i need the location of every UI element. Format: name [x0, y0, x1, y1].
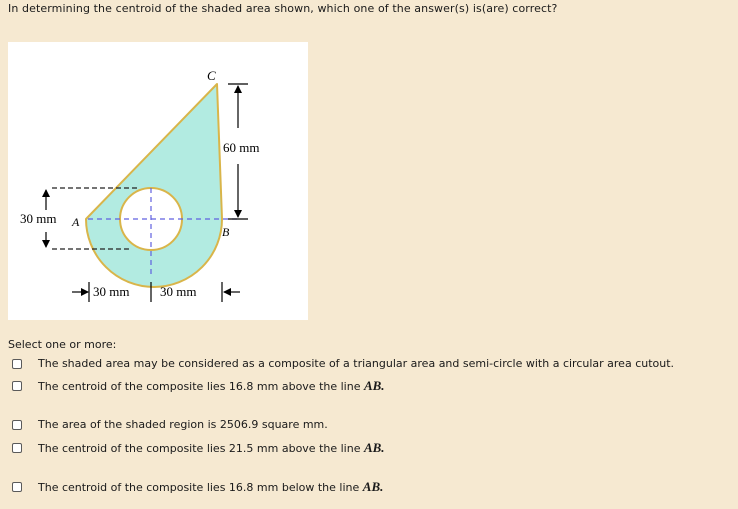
option-2-label	[38, 378, 385, 394]
option-5[interactable]	[12, 479, 383, 495]
option-3-label: The area of the shaded region is 2506.9 square mm.	[38, 418, 328, 431]
label-a: A	[72, 215, 80, 229]
option-2-checkbox[interactable]	[12, 381, 22, 391]
dim-60-label: 60 mm	[223, 140, 260, 155]
option-5-checkbox[interactable]	[12, 482, 22, 492]
option-1-checkbox[interactable]	[12, 359, 22, 369]
question-text: In determining the centroid of the shaded area shown, which one of the answer(s) is(are) correct?	[8, 2, 558, 15]
option-2-text: The centroid of the composite lies 16.8 mm above the line	[38, 380, 364, 393]
option-4[interactable]	[12, 440, 385, 456]
option-2[interactable]	[12, 378, 385, 394]
option-2-math: AB.	[363, 378, 385, 393]
centroid-figure	[8, 42, 308, 320]
option-4-text: The centroid of the composite lies 21.5 mm above the line	[38, 442, 364, 455]
shaded-area	[86, 84, 222, 287]
label-c: C	[207, 68, 216, 83]
dim-30-left-label: 30 mm	[20, 211, 57, 226]
option-4-checkbox[interactable]	[12, 443, 22, 453]
option-5-text: The centroid of the composite lies 16.8 mm below the line	[38, 481, 363, 494]
option-1[interactable]	[12, 357, 674, 370]
option-3[interactable]	[12, 418, 328, 431]
figure-drawing	[8, 42, 308, 320]
option-4-label	[38, 440, 385, 456]
dim-30-bottom-right-label: 30 mm	[160, 284, 197, 299]
option-4-math: AB.	[363, 440, 385, 455]
option-1-label: The shaded area may be considered as a composite of a triangular area and semi-circle with a circular area cutout.	[38, 357, 675, 370]
option-5-math: AB.	[362, 479, 384, 494]
option-5-label	[38, 479, 383, 495]
label-b: B	[222, 225, 230, 239]
option-3-checkbox[interactable]	[12, 420, 22, 430]
dim-30-bottom-left-label: 30 mm	[93, 284, 130, 299]
select-prompt: Select one or more:	[8, 338, 117, 351]
